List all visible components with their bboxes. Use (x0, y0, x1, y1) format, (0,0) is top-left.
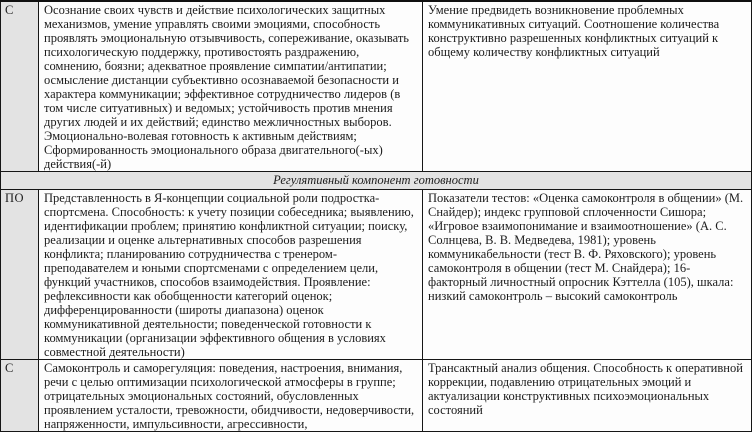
row-code-cell: ПО (1, 190, 39, 360)
row-code-cell: С (1, 1, 39, 172)
row-indicators-cell: Умение предвидеть возникновение проблемных коммуникативных ситуаций. Соотношение количества конструктивно разрешенных конфликтных ситуаций к общему количеству конфликтных ситуаций (423, 1, 752, 172)
table-row (1, 1, 752, 172)
row-description-cell: Самоконтроль и саморегуляция: поведения, настроения, внимания, речи с целью оптимизации психологической атмосферы в группе; отрицательных эмоциональных состояний, обусловленных проявлением усталости, тревожности, обидчивости, недоверчивости, напряженности, импульсивности, агрессивности, (39, 360, 423, 432)
row-indicators-cell: Трансактный анализ общения. Способность к оперативной коррекции, подавлению отрицательных эмоций и актуализации конструктивных психоэмоциональных состояний (423, 360, 752, 432)
table-row (1, 360, 752, 432)
row-description-cell: Осознание своих чувств и действие психологических защитных механизмов, умение управлять своими эмоциями, способность проявлять эмоциональную отзывчивость, сопереживание, оказывать психологическую поддержку, противостоять раздражению, сомнению, боязни; адекватное проявление симпатии/антипатии; осмысление дистанции субъективно осознаваемой безопасности и характера коммуникации; эффективное сотрудничество лидеров (в том числе ситуативных) и ведомых; устойчивость против мнения других людей и их действий; единство межличностных выборов. Эмоционально-волевая готовность к активным действиям; Сформированность эмоционального образа двигательного(-ых) действия(-й) (39, 1, 423, 172)
section-divider-row (1, 172, 752, 190)
row-code-cell: С (1, 360, 39, 432)
table-row (1, 190, 752, 360)
row-indicators-cell: Показатели тестов: «Оценка самоконтроля в общении» (М. Снайдер); индекс групповой сплоченности Сишора; «Игровое взаимопонимание и взаимоотношение» (А. С. Солнцева, В. В. Медведева, 1981); уровень коммуникабельности (тест В. Ф. Ряховского); уровень самоконтроля в общении (тест М. Снайдера); 16-факторный личностный опросник Кэттелла (105), шкала: низкий самоконтроль – высокий самоконтроль (423, 190, 752, 360)
section-divider-label: Регулятивный компонент готовности (1, 172, 752, 190)
row-description-cell: Представленность в Я-концепции социальной роли подростка-спортсмена. Способность: к учету позиции собеседника; выявлению, идентификации проблем; принятию конфликтной ситуации; поиску, реализации и оценке альтернативных способов разрешения конфликта; планированию сотрудничества с тренером-преподавателем и юными спортсменами с определением цели, функций участников, способов взаимодействия. Проявление: рефлексивности как обобщенности категорий оценок; дифференцированности (широты диапазона) оценок коммуникативной деятельности; поведенческой готовности к коммуникации (организации эффективного общения в условиях совместной деятельности) (39, 190, 423, 360)
